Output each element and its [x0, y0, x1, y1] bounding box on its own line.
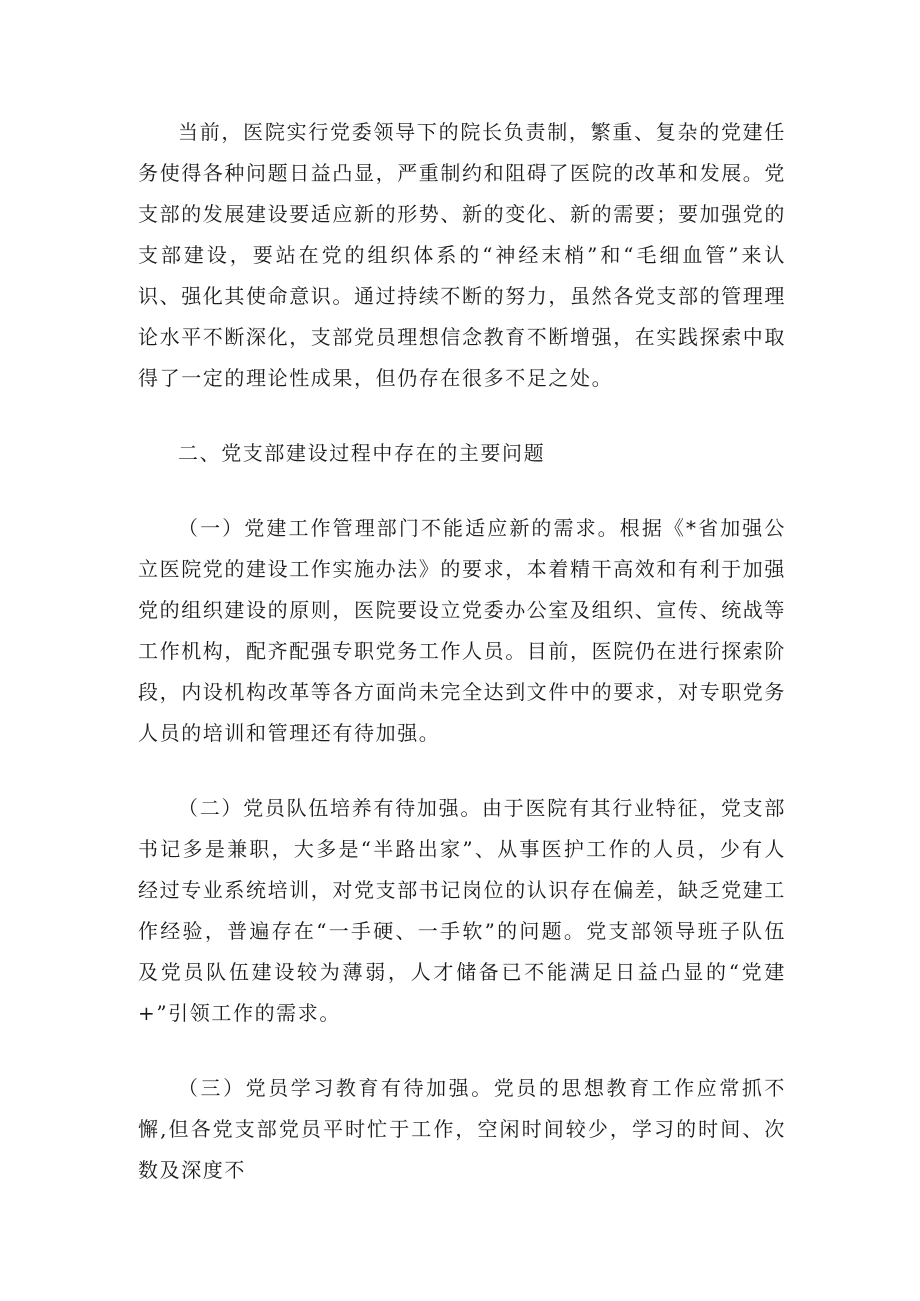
issue-paragraph-1: （一）党建工作管理部门不能适应新的需求。根据《*省加强公立医院党的建设工作实施办法》的要求，本着精干高效和有利于加强党的组织建设的原则，医院要设立党委办公室及组织、宣传、统战等工作机构，配齐配强专职党务工作人员。目前，医院仍在进行探索阶段，内设机构改革等各方面尚未完全达到文件中的要求，对专职党务人员的培训和管理还有待加强。 [138, 516, 786, 745]
intro-paragraph: 当前，医院实行党委领导下的院长负责制，繁重、复杂的党建任务使得各种问题日益凸显，严重制约和阻碍了医院的改革和发展。党支部的发展建设要适应新的形势、新的变化、新的需要；要加强党的支部建设，要站在党的组织体系的“神经末梢”和“毛细血管”来认识、强化其使命意识。通过持续不断的努力，虽然各党支部的管理理论水平不断深化，支部党员理想信念教育不断增强，在实践探索中取得了一定的理论性成果，但仍存在很多不足之处。 [138, 120, 786, 390]
issue-paragraph-3: （三）党员学习教育有待加强。党员的思想教育工作应常抓不懈,但各党支部党员平时忙于工作，空闲时间较少，学习的时间、次数及深度不 [138, 1076, 786, 1182]
section-heading: 二、党支部建设过程中存在的主要问题 [178, 441, 546, 465]
document-page [138, 112, 786, 1225]
issue-paragraph-2: （二）党员队伍培养有待加强。由于医院有其行业特征，党支部书记多是兼职，大多是“半路出家”、从事医护工作的人员，少有人经过专业系统培训，对党支部书记岗位的认识存在偏差，缺乏党建工作经验，普遍存在“一手硬、一手软”的问题。党支部领导班子队伍及党员队伍建设较为薄弱，人才储备已不能满足日益凸显的“党建+”引领工作的需求。 [138, 796, 786, 1025]
